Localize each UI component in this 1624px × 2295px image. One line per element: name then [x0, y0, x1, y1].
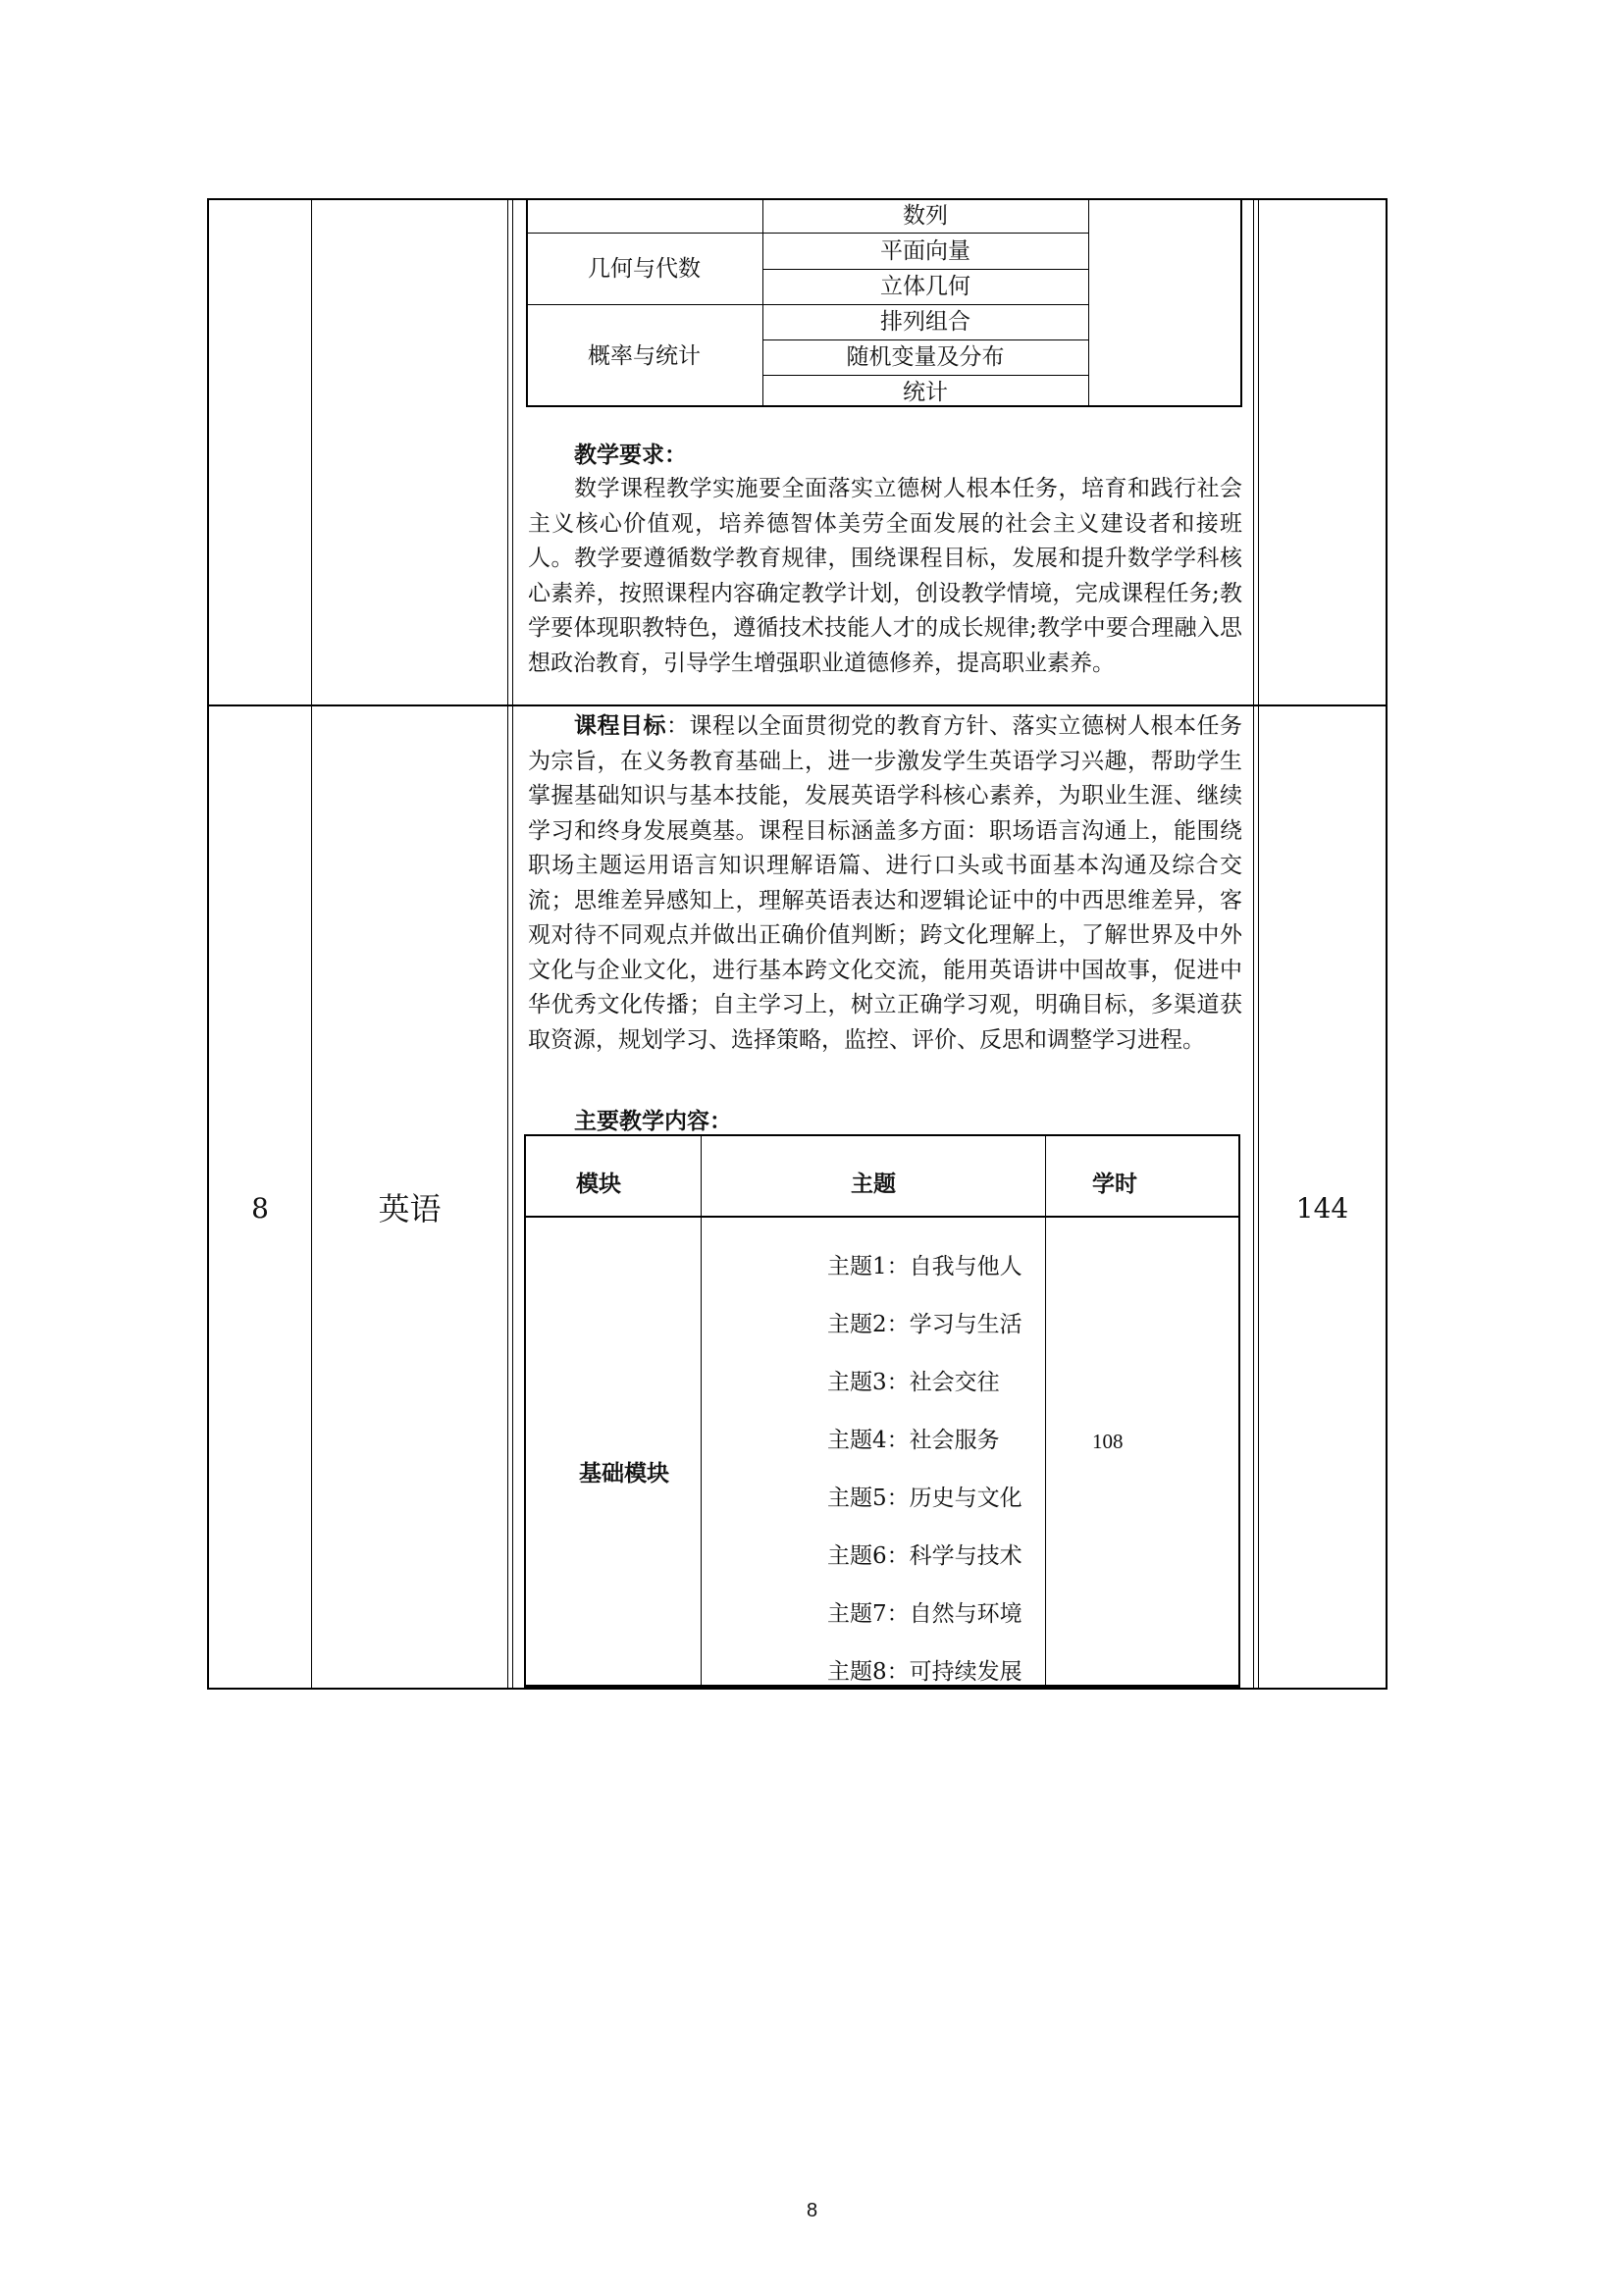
header-topic: 主题 — [851, 1171, 896, 1197]
outer-left-border — [207, 198, 209, 1690]
module-name: 基础模块 — [579, 1460, 669, 1487]
topic-item: 主题3：社会交往 — [827, 1370, 1000, 1395]
topic-item: 主题7：自然与环境 — [827, 1601, 1022, 1627]
topic-item: 主题6：科学与技术 — [827, 1543, 1022, 1569]
module-hours: 108 — [1092, 1430, 1124, 1453]
math-topic: 平面向量 — [880, 238, 970, 264]
row-number: 8 — [251, 1192, 269, 1225]
math-topic: 立体几何 — [880, 274, 970, 299]
col-divider-1 — [311, 198, 312, 1690]
math-topic: 数列 — [903, 203, 948, 229]
topic-item: 主题2：学习与生活 — [827, 1312, 1022, 1337]
header-hours: 学时 — [1092, 1171, 1137, 1197]
col-divider-3b — [1258, 198, 1259, 1690]
math-topic: 随机变量及分布 — [846, 344, 1005, 370]
col-divider-2b — [512, 198, 513, 1690]
math-requirements-text: 数学课程教学实施要全面落实立德树人根本任务，培育和践行社会主义核心价值观，培养德智体美劳全面发展的社会主义建设者和接班人。教学要遵循数学教育规律，围绕课程目标，发展和提升数学学科核心素养，按照课程内容确定教学计划，创设教学情境，完成课程任务;教学要体现职教特色，遵循技术技能人才的成长规律;教学中要合理融入思想政治教育，引导学生增强职业道德修养，提高职业素养。 — [528, 476, 1242, 676]
english-content-label: 主要教学内容： — [574, 1108, 732, 1134]
course-name: 英语 — [378, 1190, 442, 1227]
math-module: 几何与代数 — [588, 256, 701, 282]
math-module: 概率与统计 — [588, 343, 701, 369]
outer-top-border — [207, 198, 1388, 200]
outer-right-border — [1386, 198, 1388, 1690]
topic-item: 主题8：可持续发展 — [827, 1659, 1022, 1685]
topic-item: 主题4：社会服务 — [827, 1428, 1000, 1453]
col-divider-3a — [1253, 198, 1254, 1690]
page-number: 8 — [806, 2200, 818, 2221]
english-goal-label: 课程目标 — [574, 712, 666, 739]
col-divider-2a — [507, 198, 508, 1690]
topic-item: 主题5：历史与文化 — [827, 1486, 1022, 1511]
row-divider — [207, 704, 1388, 706]
course-hours: 144 — [1295, 1192, 1349, 1225]
math-requirements-label: 教学要求： — [574, 442, 687, 468]
english-goal-text: 课程目标：课程以全面贯彻党的教育方针、落实立德树人根本任务为宗旨，在义务教育基础上，进一步激发学生英语学习兴趣，帮助学生掌握基础知识与基本技能，发展英语学科核心素养，为职业生涯、继续学习和终身发展奠基。课程目标涵盖多方面：职场语言沟通上，能围绕职场主题运用语言知识理解语篇、进行口头或书面基本沟通及综合交流；思维差异感知上，理解英语表达和逻辑论证中的中西思维差异，客观对待不同观点并做出正确价值判断；跨文化理解上，了解世界及中外文化与企业文化，进行基本跨文化交流，能用英语讲中国故事，促进中华优秀文化传播；自主学习上，树立正确学习观，明确目标，多渠道获取资源，规划学习、选择策略，监控、评价、反思和调整学习进程。 — [528, 712, 1242, 1053]
topic-item: 主题1：自我与他人 — [827, 1254, 1022, 1279]
math-topic: 统计 — [903, 380, 948, 405]
outer-bottom-border — [207, 1688, 1388, 1690]
math-topic: 排列组合 — [880, 309, 970, 335]
header-module: 模块 — [576, 1171, 621, 1197]
